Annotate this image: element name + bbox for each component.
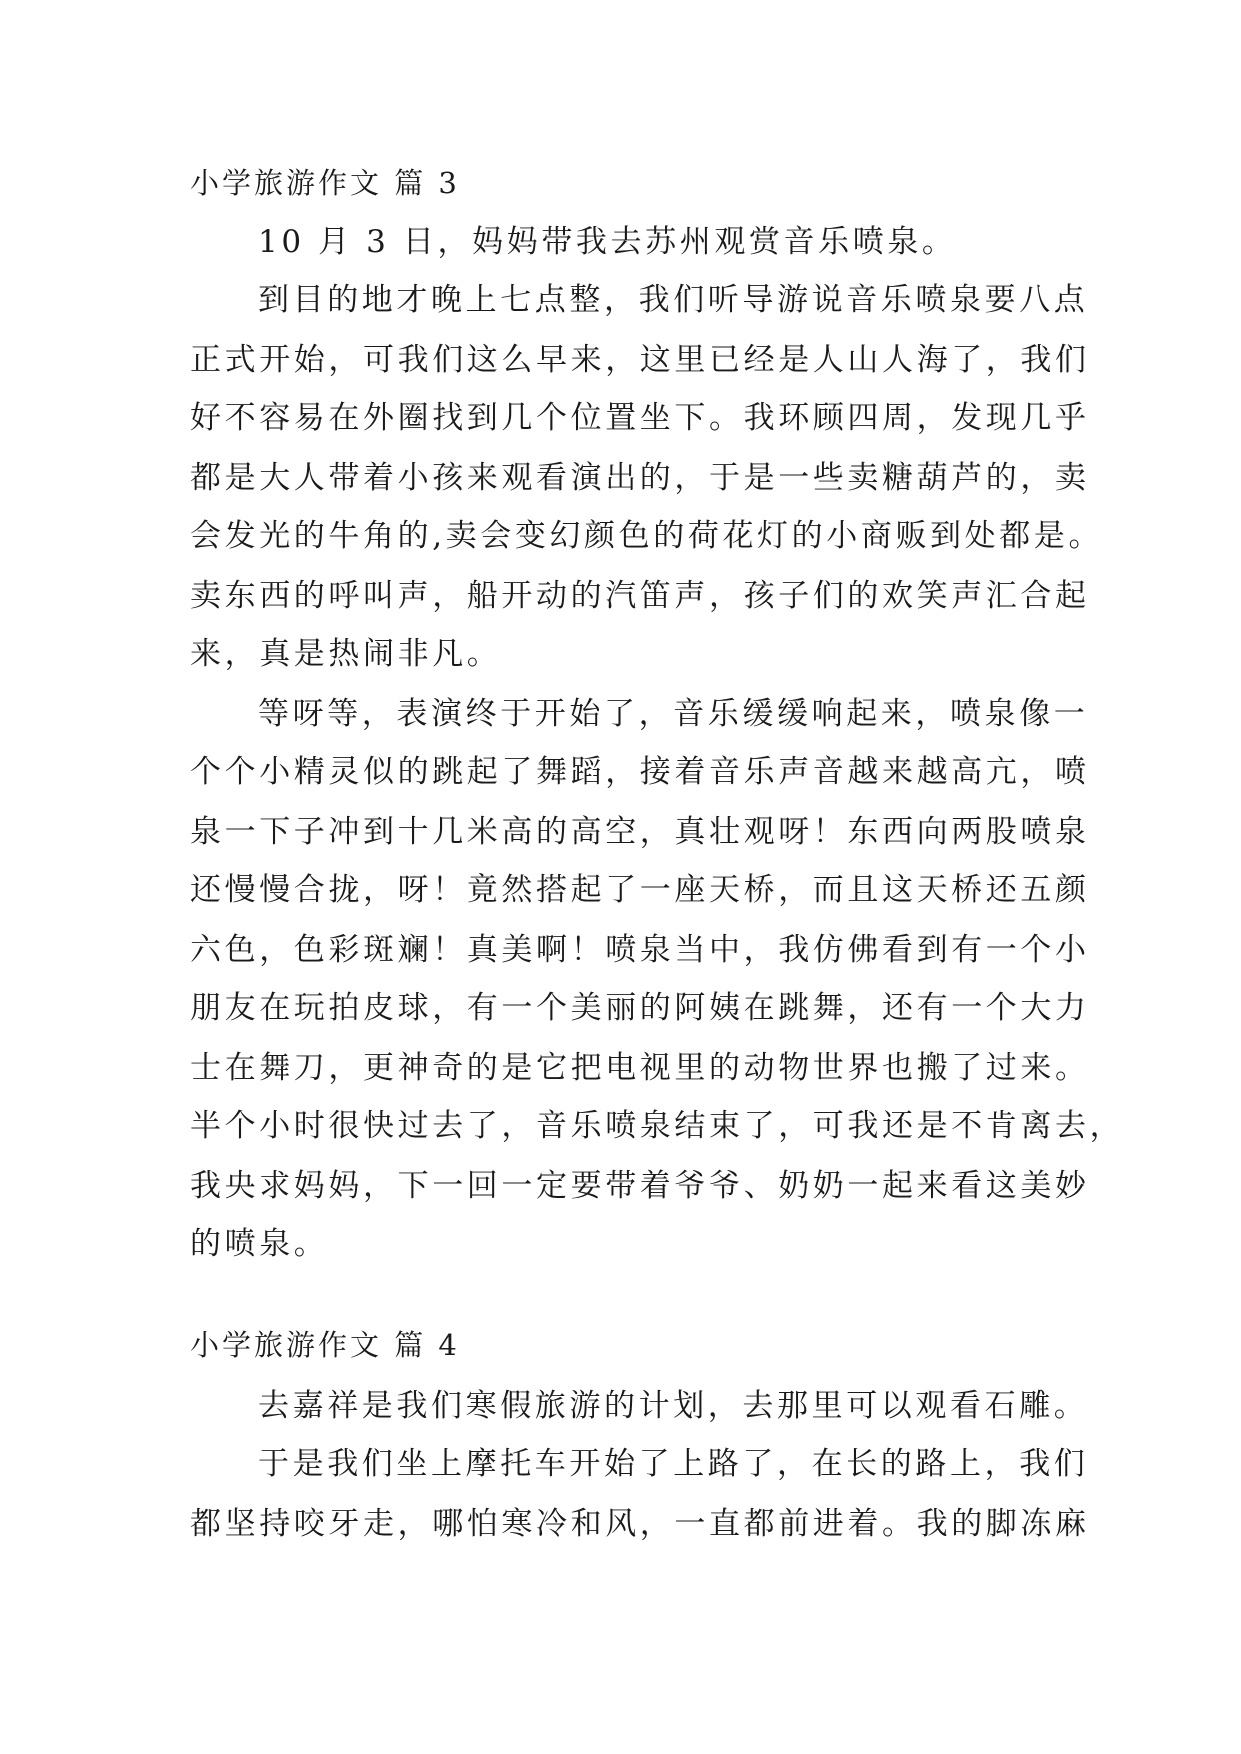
paragraph-line: 正式开始，可我们这么早来，这里已经是人山人海了，我们 [190,342,1090,378]
paragraph-line: 士在舞刀，更神奇的是它把电视里的动物世界也搬了过来。 [190,1050,1090,1086]
paragraph-line: 卖东西的呼叫声，船开动的汽笛声，孩子们的欢笑声汇合起 [190,578,1090,614]
paragraph-line: 会发光的牛角的,卖会变幻颜色的荷花灯的小商贩到处都是。 [190,518,1104,554]
paragraph-line: 来，真是热闹非凡。 [190,636,502,672]
paragraph-line: 的喷泉。 [190,1226,329,1262]
paragraph-line: 六色，色彩斑斓！真美啊！喷泉当中，我仿佛看到有一个小 [190,932,1090,968]
section-heading: 小学旅游作文 篇 3 [190,166,460,200]
paragraph-line: 泉一下子冲到十几米高的高空，真壮观呀！东西向两股喷泉 [190,814,1090,850]
paragraph-line: 10 月 3 日，妈妈带我去苏州观赏音乐喷泉。 [258,224,957,260]
section-heading: 小学旅游作文 篇 4 [190,1328,460,1362]
paragraph-line: 等呀等，表演终于开始了，音乐缓缓响起来，喷泉像一 [258,696,1089,732]
paragraph-line: 半个小时很快过去了，音乐喷泉结束了，可我还是不肯离去， [190,1108,1125,1144]
paragraph-line: 到目的地才晚上七点整，我们听导游说音乐喷泉要八点 [258,282,1089,318]
paragraph-line: 个个小精灵似的跳起了舞蹈，接着音乐声音越来越高亢，喷 [190,754,1090,790]
paragraph-line: 好不容易在外圈找到几个位置坐下。我环顾四周，发现几乎 [190,400,1090,436]
paragraph-line: 于是我们坐上摩托车开始了上路了，在长的路上，我们 [258,1446,1089,1482]
paragraph-line: 还慢慢合拢，呀！竟然搭起了一座天桥，而且这天桥还五颜 [190,872,1090,908]
paragraph-line: 我央求妈妈，下一回一定要带着爷爷、奶奶一起来看这美妙 [190,1168,1090,1204]
paragraph-line: 都是大人带着小孩来观看演出的，于是一些卖糖葫芦的，卖 [190,460,1090,496]
paragraph-line: 朋友在玩拍皮球，有一个美丽的阿姨在跳舞，还有一个大力 [190,990,1090,1026]
paragraph-line: 都坚持咬牙走，哪怕寒冷和风，一直都前进着。我的脚冻麻 [190,1506,1090,1542]
paragraph-line: 去嘉祥是我们寒假旅游的计划，去那里可以观看石雕。 [258,1388,1089,1424]
